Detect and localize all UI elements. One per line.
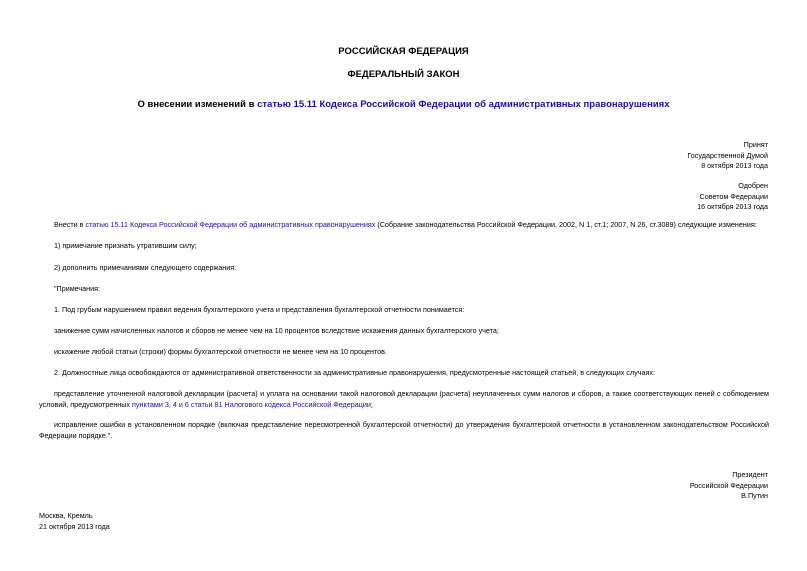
doc-type-heading: ФЕДЕРАЛЬНЫЙ ЗАКОН: [347, 69, 460, 80]
intro-suffix: (Собрание законодательства Российской Федерации, 2002, N 1, ст.1; 2007, N 26, ст.3089) следующие изменения:: [375, 220, 757, 229]
paragraph-4: 1. Под грубым нарушением правил ведения бухгалтерского учета и представления бухгалтерской отчетности понимается:: [54, 305, 465, 314]
tax-code-link[interactable]: пунктами 3, 4 и 6 статьи 81 Налогового кодекса Российской Федерации: [132, 399, 371, 409]
paragraph-1: 1) примечание признать утратившим силу;: [54, 241, 197, 250]
paragraph-7: 2. Должностные лица освобождаются от административной ответственности за административные правонарушения, предусмотренные настоящей статьей, в следующих случаях:: [54, 368, 656, 377]
paragraph-8-prefix: представление уточненной налоговой декларации (расчета) и уплата на основании такой налоговой декларации (расчета) неуплаченных сумм налогов и сборов, а также соответствующих пеней с соблюдением условий, предусмотренных: [39, 389, 769, 409]
accepted-line: 8 октября 2013 года: [701, 161, 768, 170]
place-line: Москва, Кремль: [39, 511, 93, 520]
approved-block: [697, 181, 768, 213]
signature-line: Российской Федерации: [689, 480, 768, 490]
country-heading: РОССИЙСКАЯ ФЕДЕРАЦИЯ: [338, 46, 469, 57]
accepted-line: Принят: [743, 140, 768, 149]
signature-line: В.Путин: [741, 491, 768, 500]
law-title: [0, 99, 807, 111]
approved-line: Одобрен: [738, 181, 768, 190]
approved-line: 16 октября 2013 года: [697, 202, 768, 211]
intro-link[interactable]: статью 15.11 Кодекса Российской Федерации об административных правонарушениях: [85, 220, 376, 229]
paragraph-6: искажение любой статьи (строки) формы бухгалтерской отчетности не менее чем на 10 процентов.: [54, 347, 387, 356]
approved-line: Советом Федерации: [699, 191, 768, 201]
paragraph-2: 2) дополнить примечаниями следующего содержания:: [54, 263, 237, 272]
paragraph-8: [39, 389, 769, 410]
law-title-link[interactable]: статью 15.11 Кодекса Российской Федерации об административных правонарушениях: [257, 99, 670, 110]
signature-block: [690, 470, 768, 502]
accepted-line: Государственной Думой: [687, 150, 768, 160]
intro-paragraph: [39, 220, 769, 231]
accepted-block: [687, 140, 768, 172]
place-date-block: [39, 511, 110, 532]
date-line: 21 октября 2013 года: [39, 521, 110, 531]
paragraph-3: "Примечания:: [54, 284, 101, 293]
paragraph-9: исправление ошибки в установленном порядке (включая представление пересмотренной бухгалтерской отчетности) до утверждения бухгалтерской отчетности в установленном законодательством Российской Федерации порядке.".: [39, 420, 769, 440]
signature-line: Президент: [732, 470, 768, 479]
paragraph-8-suffix: ;: [370, 399, 373, 409]
law-title-prefix: О внесении изменений в: [137, 99, 258, 110]
paragraph-5: занижение сумм начисленных налогов и сборов не менее чем на 10 процентов вследствие искажения данных бухгалтерского учета;: [54, 326, 499, 335]
intro-prefix: Внести в: [54, 220, 86, 229]
